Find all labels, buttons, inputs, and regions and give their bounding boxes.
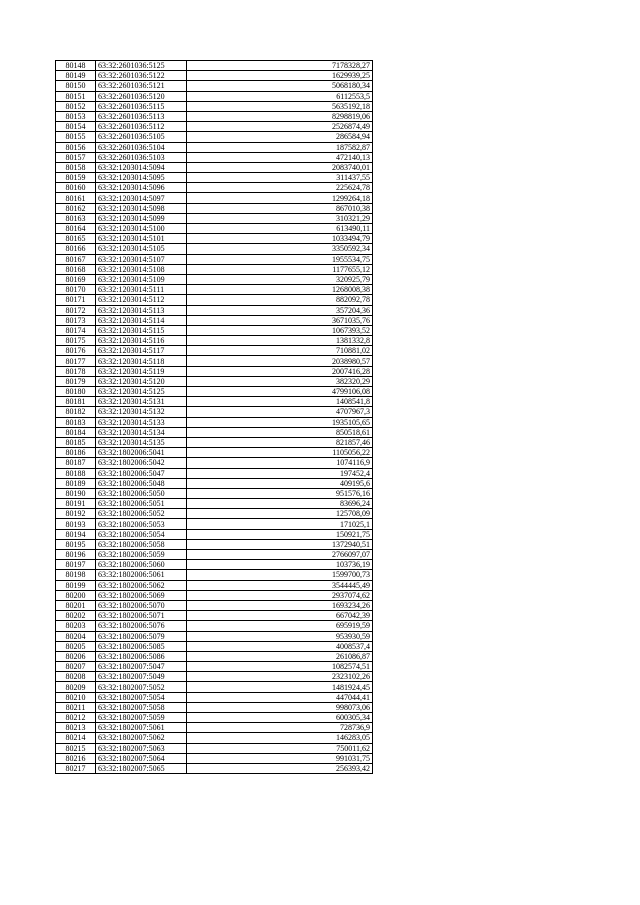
value-cell: 2766097,07 <box>187 550 373 560</box>
row-id-cell: 80152 <box>56 101 96 111</box>
value-cell: 1299264,18 <box>187 193 373 203</box>
table-row <box>56 427 373 437</box>
table-row <box>56 468 373 478</box>
cadastral-number-cell: 63:32:2601036:5103 <box>96 152 187 162</box>
row-id-cell: 80177 <box>56 356 96 366</box>
cadastral-number-cell: 63:32:1203014:5119 <box>96 366 187 376</box>
value-cell: 728736,9 <box>187 723 373 733</box>
table-row <box>56 600 373 610</box>
table-row <box>56 692 373 702</box>
cadastral-number-cell: 63:32:1203014:5111 <box>96 285 187 295</box>
table-row <box>56 111 373 121</box>
table-row <box>56 244 373 254</box>
table-row <box>56 560 373 570</box>
table-row <box>56 193 373 203</box>
table-row <box>56 539 373 549</box>
cadastral-number-cell: 63:32:1203014:5114 <box>96 315 187 325</box>
row-id-cell: 80200 <box>56 590 96 600</box>
table-row <box>56 152 373 162</box>
value-cell: 750011,62 <box>187 743 373 753</box>
value-cell: 1074116,9 <box>187 458 373 468</box>
table-row <box>56 570 373 580</box>
value-cell: 1033494,79 <box>187 234 373 244</box>
row-id-cell: 80173 <box>56 315 96 325</box>
row-id-cell: 80159 <box>56 173 96 183</box>
cadastral-number-cell: 63:32:1802006:5059 <box>96 550 187 560</box>
cadastral-number-cell: 63:32:1203014:5094 <box>96 162 187 172</box>
table-row <box>56 753 373 763</box>
value-cell: 953930,59 <box>187 631 373 641</box>
value-cell: 225624,78 <box>187 183 373 193</box>
table-row <box>56 315 373 325</box>
value-cell: 83696,24 <box>187 499 373 509</box>
cadastral-number-cell: 63:32:1203014:5099 <box>96 213 187 223</box>
value-cell: 867010,38 <box>187 203 373 213</box>
cadastral-number-cell: 63:32:1802006:5070 <box>96 600 187 610</box>
value-cell: 472140,13 <box>187 152 373 162</box>
row-id-cell: 80185 <box>56 437 96 447</box>
row-id-cell: 80179 <box>56 376 96 386</box>
cadastral-number-cell: 63:32:1203014:5109 <box>96 274 187 284</box>
table-row <box>56 448 373 458</box>
value-cell: 1381332,8 <box>187 336 373 346</box>
value-cell: 991031,75 <box>187 753 373 763</box>
value-cell: 311437,55 <box>187 173 373 183</box>
cadastral-number-cell: 63:32:1203014:5097 <box>96 193 187 203</box>
row-id-cell: 80171 <box>56 295 96 305</box>
cadastral-number-cell: 63:32:1802006:5062 <box>96 580 187 590</box>
row-id-cell: 80204 <box>56 631 96 641</box>
table-row <box>56 346 373 356</box>
row-id-cell: 80216 <box>56 753 96 763</box>
row-id-cell: 80165 <box>56 234 96 244</box>
row-id-cell: 80197 <box>56 560 96 570</box>
table-row <box>56 478 373 488</box>
cadastral-number-cell: 63:32:1203014:5118 <box>96 356 187 366</box>
table-row <box>56 122 373 132</box>
cadastral-number-cell: 63:32:1802006:5052 <box>96 509 187 519</box>
row-id-cell: 80201 <box>56 600 96 610</box>
row-id-cell: 80162 <box>56 203 96 213</box>
row-id-cell: 80168 <box>56 264 96 274</box>
value-cell: 310321,29 <box>187 213 373 223</box>
value-cell: 4707967,3 <box>187 407 373 417</box>
row-id-cell: 80178 <box>56 366 96 376</box>
value-cell: 5068180,34 <box>187 81 373 91</box>
cadastral-number-cell: 63:32:1203014:5133 <box>96 417 187 427</box>
value-cell: 197452,4 <box>187 468 373 478</box>
table-row <box>56 366 373 376</box>
row-id-cell: 80158 <box>56 162 96 172</box>
value-cell: 882092,78 <box>187 295 373 305</box>
cadastral-number-cell: 63:32:1203014:5120 <box>96 376 187 386</box>
cadastral-number-cell: 63:32:2601036:5104 <box>96 142 187 152</box>
row-id-cell: 80212 <box>56 713 96 723</box>
row-id-cell: 80169 <box>56 274 96 284</box>
value-cell: 256393,42 <box>187 763 373 773</box>
cadastral-number-cell: 63:32:1203014:5108 <box>96 264 187 274</box>
value-cell: 261086,87 <box>187 651 373 661</box>
cadastral-number-cell: 63:32:1802006:5071 <box>96 611 187 621</box>
row-id-cell: 80190 <box>56 488 96 498</box>
table-row <box>56 61 373 71</box>
row-id-cell: 80186 <box>56 448 96 458</box>
row-id-cell: 80180 <box>56 387 96 397</box>
row-id-cell: 80195 <box>56 539 96 549</box>
row-id-cell: 80211 <box>56 702 96 712</box>
cadastral-number-cell: 63:32:2601036:5122 <box>96 71 187 81</box>
row-id-cell: 80181 <box>56 397 96 407</box>
row-id-cell: 80213 <box>56 723 96 733</box>
row-id-cell: 80198 <box>56 570 96 580</box>
row-id-cell: 80202 <box>56 611 96 621</box>
value-cell: 8298819,06 <box>187 111 373 121</box>
table-row <box>56 580 373 590</box>
value-cell: 613490,11 <box>187 224 373 234</box>
value-cell: 1629939,25 <box>187 71 373 81</box>
table-row <box>56 509 373 519</box>
value-cell: 667042,39 <box>187 611 373 621</box>
cadastral-number-cell: 63:32:1802006:5061 <box>96 570 187 580</box>
row-id-cell: 80203 <box>56 621 96 631</box>
row-id-cell: 80151 <box>56 91 96 101</box>
cadastral-number-cell: 63:32:1203014:5096 <box>96 183 187 193</box>
cadastral-number-cell: 63:32:1203014:5116 <box>96 336 187 346</box>
value-cell: 409195,6 <box>187 478 373 488</box>
value-cell: 1408541,8 <box>187 397 373 407</box>
table-row <box>56 91 373 101</box>
row-id-cell: 80193 <box>56 519 96 529</box>
cadastral-number-cell: 63:32:1802007:5061 <box>96 723 187 733</box>
cadastral-number-cell: 63:32:1802007:5052 <box>96 682 187 692</box>
table-row <box>56 458 373 468</box>
table-row <box>56 723 373 733</box>
value-cell: 3544445,49 <box>187 580 373 590</box>
row-id-cell: 80215 <box>56 743 96 753</box>
table-row <box>56 203 373 213</box>
table-row <box>56 611 373 621</box>
row-id-cell: 80210 <box>56 692 96 702</box>
value-cell: 2937074,62 <box>187 590 373 600</box>
table-row <box>56 641 373 651</box>
row-id-cell: 80166 <box>56 244 96 254</box>
table-body <box>56 61 373 774</box>
cadastral-number-cell: 63:32:1802007:5065 <box>96 763 187 773</box>
table-row <box>56 733 373 743</box>
table-row <box>56 631 373 641</box>
value-cell: 103736,19 <box>187 560 373 570</box>
table-row <box>56 101 373 111</box>
cadastral-number-cell: 63:32:1802007:5062 <box>96 733 187 743</box>
cadastral-number-cell: 63:32:1802006:5041 <box>96 448 187 458</box>
row-id-cell: 80157 <box>56 152 96 162</box>
cadastral-number-cell: 63:32:2601036:5121 <box>96 81 187 91</box>
table-row <box>56 488 373 498</box>
row-id-cell: 80148 <box>56 61 96 71</box>
row-id-cell: 80209 <box>56 682 96 692</box>
cadastral-number-cell: 63:32:2601036:5125 <box>96 61 187 71</box>
table-row <box>56 672 373 682</box>
table-row <box>56 417 373 427</box>
cadastral-number-cell: 63:32:1203014:5105 <box>96 244 187 254</box>
table-row <box>56 142 373 152</box>
cadastral-number-cell: 63:32:1802007:5064 <box>96 753 187 763</box>
row-id-cell: 80160 <box>56 183 96 193</box>
row-id-cell: 80155 <box>56 132 96 142</box>
row-id-cell: 80208 <box>56 672 96 682</box>
cadastral-number-cell: 63:32:2601036:5113 <box>96 111 187 121</box>
value-cell: 1067393,52 <box>187 325 373 335</box>
value-cell: 5635192,18 <box>187 101 373 111</box>
cadastral-number-cell: 63:32:1802006:5053 <box>96 519 187 529</box>
value-cell: 1082574,51 <box>187 662 373 672</box>
value-cell: 1599700,73 <box>187 570 373 580</box>
cadastral-number-cell: 63:32:1802006:5042 <box>96 458 187 468</box>
cadastral-number-cell: 63:32:1203014:5113 <box>96 305 187 315</box>
row-id-cell: 80149 <box>56 71 96 81</box>
cadastral-number-cell: 63:32:1203014:5134 <box>96 427 187 437</box>
row-id-cell: 80214 <box>56 733 96 743</box>
value-cell: 821857,46 <box>187 437 373 447</box>
row-id-cell: 80182 <box>56 407 96 417</box>
row-id-cell: 80187 <box>56 458 96 468</box>
table-row <box>56 356 373 366</box>
cadastral-number-cell: 63:32:1203014:5107 <box>96 254 187 264</box>
row-id-cell: 80205 <box>56 641 96 651</box>
value-cell: 1935105,65 <box>187 417 373 427</box>
row-id-cell: 80188 <box>56 468 96 478</box>
cadastral-number-cell: 63:32:1802007:5047 <box>96 662 187 672</box>
value-cell: 998073,06 <box>187 702 373 712</box>
value-cell: 3671035,76 <box>187 315 373 325</box>
value-cell: 171025,1 <box>187 519 373 529</box>
row-id-cell: 80163 <box>56 213 96 223</box>
table-row <box>56 550 373 560</box>
cadastral-number-cell: 63:32:1203014:5101 <box>96 234 187 244</box>
value-cell: 6112553,5 <box>187 91 373 101</box>
cadastral-number-cell: 63:32:1802006:5051 <box>96 499 187 509</box>
table-row <box>56 234 373 244</box>
cadastral-number-cell: 63:32:1203014:5112 <box>96 295 187 305</box>
value-cell: 710881,02 <box>187 346 373 356</box>
cadastral-number-cell: 63:32:2601036:5112 <box>96 122 187 132</box>
row-id-cell: 80183 <box>56 417 96 427</box>
value-cell: 2007416,28 <box>187 366 373 376</box>
value-cell: 2038980,57 <box>187 356 373 366</box>
row-id-cell: 80207 <box>56 662 96 672</box>
table-row <box>56 743 373 753</box>
cadastral-number-cell: 63:32:1802006:5054 <box>96 529 187 539</box>
table-row <box>56 336 373 346</box>
row-id-cell: 80153 <box>56 111 96 121</box>
row-id-cell: 80167 <box>56 254 96 264</box>
cadastral-number-cell: 63:32:1802006:5076 <box>96 621 187 631</box>
value-cell: 286584,94 <box>187 132 373 142</box>
value-cell: 3350592,34 <box>187 244 373 254</box>
cadastral-number-cell: 63:32:1802006:5050 <box>96 488 187 498</box>
cadastral-number-cell: 63:32:1802007:5054 <box>96 692 187 702</box>
value-cell: 2323102,26 <box>187 672 373 682</box>
table-row <box>56 662 373 672</box>
value-cell: 951576,16 <box>187 488 373 498</box>
row-id-cell: 80174 <box>56 325 96 335</box>
cadastral-number-cell: 63:32:2601036:5105 <box>96 132 187 142</box>
value-cell: 1693234,26 <box>187 600 373 610</box>
value-cell: 7178328,27 <box>187 61 373 71</box>
row-id-cell: 80191 <box>56 499 96 509</box>
cadastral-number-cell: 63:32:1802007:5049 <box>96 672 187 682</box>
cadastral-number-cell: 63:32:1802006:5048 <box>96 478 187 488</box>
table-row <box>56 81 373 91</box>
table-row <box>56 285 373 295</box>
value-cell: 1268008,38 <box>187 285 373 295</box>
cadastral-number-cell: 63:32:1802006:5069 <box>96 590 187 600</box>
cadastral-number-cell: 63:32:1203014:5125 <box>96 387 187 397</box>
row-id-cell: 80150 <box>56 81 96 91</box>
cadastral-number-cell: 63:32:1203014:5131 <box>96 397 187 407</box>
cadastral-number-cell: 63:32:1802007:5058 <box>96 702 187 712</box>
table-row <box>56 274 373 284</box>
table-row <box>56 590 373 600</box>
table-row <box>56 397 373 407</box>
row-id-cell: 80156 <box>56 142 96 152</box>
table-row <box>56 763 373 773</box>
value-cell: 1481924,45 <box>187 682 373 692</box>
row-id-cell: 80199 <box>56 580 96 590</box>
value-cell: 695919,59 <box>187 621 373 631</box>
value-cell: 2526874,49 <box>187 122 373 132</box>
cadastral-number-cell: 63:32:1203014:5095 <box>96 173 187 183</box>
row-id-cell: 80164 <box>56 224 96 234</box>
row-id-cell: 80196 <box>56 550 96 560</box>
table-row <box>56 437 373 447</box>
row-id-cell: 80194 <box>56 529 96 539</box>
value-cell: 187582,87 <box>187 142 373 152</box>
row-id-cell: 80189 <box>56 478 96 488</box>
row-id-cell: 80154 <box>56 122 96 132</box>
table-row <box>56 376 373 386</box>
row-id-cell: 80192 <box>56 509 96 519</box>
row-id-cell: 80175 <box>56 336 96 346</box>
value-cell: 600305,34 <box>187 713 373 723</box>
table-row <box>56 621 373 631</box>
row-id-cell: 80184 <box>56 427 96 437</box>
value-cell: 125708,09 <box>187 509 373 519</box>
table-row <box>56 295 373 305</box>
cadastral-number-cell: 63:32:1203014:5132 <box>96 407 187 417</box>
table-row <box>56 519 373 529</box>
cadastral-number-cell: 63:32:1203014:5135 <box>96 437 187 447</box>
table-row <box>56 254 373 264</box>
value-cell: 2083740,01 <box>187 162 373 172</box>
cadastral-number-cell: 63:32:1203014:5117 <box>96 346 187 356</box>
row-id-cell: 80170 <box>56 285 96 295</box>
table-row <box>56 651 373 661</box>
value-cell: 850518,61 <box>187 427 373 437</box>
row-id-cell: 80217 <box>56 763 96 773</box>
cadastral-number-cell: 63:32:1802006:5060 <box>96 560 187 570</box>
data-table <box>55 60 373 774</box>
value-cell: 150921,75 <box>187 529 373 539</box>
cadastral-number-cell: 63:32:1203014:5100 <box>96 224 187 234</box>
value-cell: 1955534,75 <box>187 254 373 264</box>
cadastral-number-cell: 63:32:1203014:5115 <box>96 325 187 335</box>
table-row <box>56 387 373 397</box>
cadastral-number-cell: 63:32:1802006:5079 <box>96 631 187 641</box>
table-row <box>56 224 373 234</box>
cadastral-number-cell: 63:32:1802006:5058 <box>96 539 187 549</box>
table-row <box>56 407 373 417</box>
value-cell: 4799106,08 <box>187 387 373 397</box>
value-cell: 1105056,22 <box>187 448 373 458</box>
table-row <box>56 499 373 509</box>
table-row <box>56 713 373 723</box>
table-row <box>56 264 373 274</box>
value-cell: 320925,79 <box>187 274 373 284</box>
row-id-cell: 80206 <box>56 651 96 661</box>
table-row <box>56 325 373 335</box>
table-row <box>56 682 373 692</box>
value-cell: 1177655,12 <box>187 264 373 274</box>
value-cell: 357204,36 <box>187 305 373 315</box>
cadastral-number-cell: 63:32:1802006:5085 <box>96 641 187 651</box>
table-row <box>56 173 373 183</box>
table-row <box>56 305 373 315</box>
table-row <box>56 183 373 193</box>
value-cell: 4008537,4 <box>187 641 373 651</box>
value-cell: 447044,41 <box>187 692 373 702</box>
table-row <box>56 162 373 172</box>
cadastral-number-cell: 63:32:1802006:5086 <box>96 651 187 661</box>
cadastral-number-cell: 63:32:1203014:5098 <box>96 203 187 213</box>
table-row <box>56 213 373 223</box>
row-id-cell: 80172 <box>56 305 96 315</box>
cadastral-number-cell: 63:32:2601036:5120 <box>96 91 187 101</box>
value-cell: 1372940,51 <box>187 539 373 549</box>
table-row <box>56 71 373 81</box>
cadastral-number-cell: 63:32:1802007:5059 <box>96 713 187 723</box>
table-row <box>56 702 373 712</box>
row-id-cell: 80161 <box>56 193 96 203</box>
row-id-cell: 80176 <box>56 346 96 356</box>
cadastral-number-cell: 63:32:2601036:5115 <box>96 101 187 111</box>
value-cell: 382320,29 <box>187 376 373 386</box>
value-cell: 146283,05 <box>187 733 373 743</box>
table-row <box>56 132 373 142</box>
cadastral-number-cell: 63:32:1802006:5047 <box>96 468 187 478</box>
cadastral-number-cell: 63:32:1802007:5063 <box>96 743 187 753</box>
table-row <box>56 529 373 539</box>
